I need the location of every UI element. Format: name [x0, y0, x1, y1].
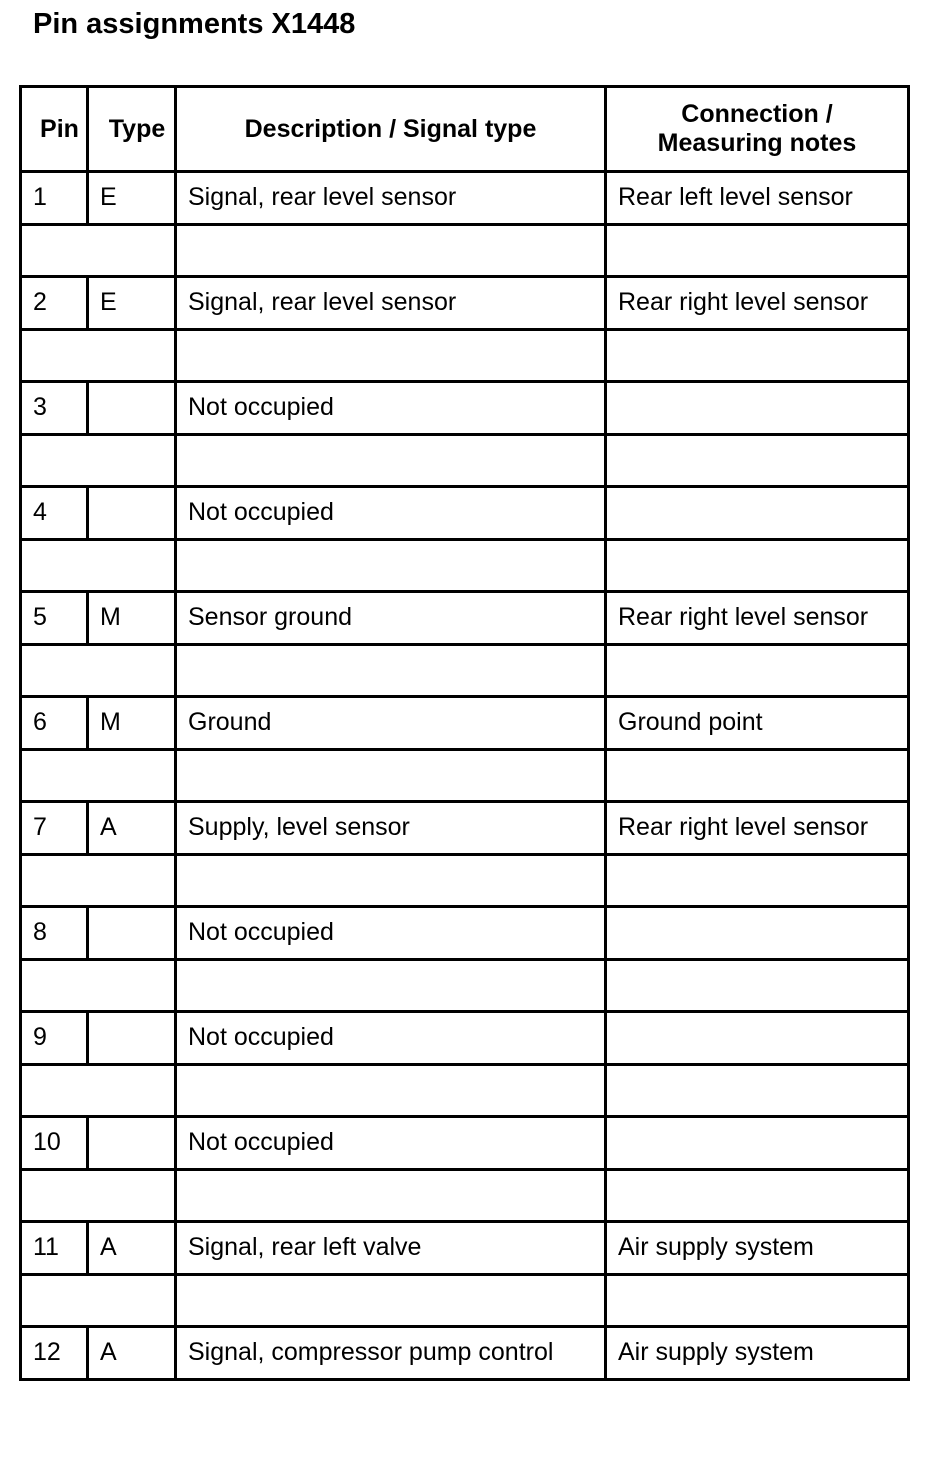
- table-row: [21, 802, 909, 855]
- cell-description: Signal, rear level sensor: [176, 172, 606, 225]
- cell-description: Not occupied: [176, 1012, 606, 1065]
- spacer-cell-description: [176, 959, 606, 1012]
- spacer-cell-pin-type: [21, 1064, 176, 1117]
- spacer-cell-description: [176, 434, 606, 487]
- spacer-cell-connection: [606, 329, 909, 382]
- spacer-cell-connection: [606, 224, 909, 277]
- table-row: [21, 697, 909, 750]
- cell-description: Not occupied: [176, 382, 606, 435]
- cell-type: [88, 1117, 176, 1170]
- cell-type: M: [88, 592, 176, 645]
- spacer-cell-pin-type: [21, 434, 176, 487]
- header-description: Description / Signal type: [176, 87, 606, 172]
- spacer-cell-description: [176, 539, 606, 592]
- cell-description: Ground: [176, 697, 606, 750]
- cell-pin: 5: [21, 592, 88, 645]
- cell-type: A: [88, 1327, 176, 1380]
- cell-description: Not occupied: [176, 1117, 606, 1170]
- spacer-cell-connection: [606, 749, 909, 802]
- cell-type: [88, 907, 176, 960]
- table-spacer-row: [21, 434, 909, 487]
- cell-connection: [606, 1012, 909, 1065]
- spacer-cell-connection: [606, 434, 909, 487]
- table-row: [21, 487, 909, 540]
- cell-connection: [606, 487, 909, 540]
- cell-type: A: [88, 802, 176, 855]
- header-type: Type: [88, 87, 176, 172]
- header-pin: Pin: [21, 87, 88, 172]
- cell-type: E: [88, 172, 176, 225]
- table-spacer-row: [21, 329, 909, 382]
- cell-pin: 12: [21, 1327, 88, 1380]
- spacer-cell-connection: [606, 959, 909, 1012]
- cell-type: M: [88, 697, 176, 750]
- page-title: Pin assignments X1448: [33, 8, 356, 40]
- table-spacer-row: [21, 1169, 909, 1222]
- table-row: [21, 172, 909, 225]
- cell-connection: Air supply system: [606, 1327, 909, 1380]
- spacer-cell-pin-type: [21, 1274, 176, 1327]
- spacer-cell-pin-type: [21, 644, 176, 697]
- table-row: [21, 592, 909, 645]
- spacer-cell-description: [176, 1169, 606, 1222]
- spacer-cell-connection: [606, 1274, 909, 1327]
- cell-pin: 2: [21, 277, 88, 330]
- table-row: [21, 1222, 909, 1275]
- cell-description: Not occupied: [176, 907, 606, 960]
- spacer-cell-pin-type: [21, 959, 176, 1012]
- cell-type: [88, 382, 176, 435]
- cell-pin: 6: [21, 697, 88, 750]
- table-row: [21, 1327, 909, 1380]
- cell-connection: Rear right level sensor: [606, 277, 909, 330]
- cell-connection: [606, 907, 909, 960]
- header-connection-line2: Measuring notes: [657, 129, 857, 157]
- cell-type: A: [88, 1222, 176, 1275]
- spacer-cell-connection: [606, 1064, 909, 1117]
- table-row: [21, 907, 909, 960]
- spacer-cell-connection: [606, 539, 909, 592]
- table-header-row: [21, 87, 909, 172]
- cell-description: Signal, rear level sensor: [176, 277, 606, 330]
- spacer-cell-description: [176, 854, 606, 907]
- cell-description: Sensor ground: [176, 592, 606, 645]
- cell-pin: 8: [21, 907, 88, 960]
- pin-assignment-table: [19, 85, 910, 1381]
- spacer-cell-pin-type: [21, 539, 176, 592]
- cell-connection: [606, 382, 909, 435]
- table-row: [21, 1012, 909, 1065]
- cell-connection: Rear right level sensor: [606, 592, 909, 645]
- table-row: [21, 382, 909, 435]
- table-spacer-row: [21, 749, 909, 802]
- spacer-cell-pin-type: [21, 854, 176, 907]
- cell-description: Signal, rear left valve: [176, 1222, 606, 1275]
- cell-connection: Ground point: [606, 697, 909, 750]
- cell-description: Supply, level sensor: [176, 802, 606, 855]
- spacer-cell-pin-type: [21, 224, 176, 277]
- spacer-cell-description: [176, 644, 606, 697]
- spacer-cell-description: [176, 1274, 606, 1327]
- table-spacer-row: [21, 539, 909, 592]
- spacer-cell-description: [176, 1064, 606, 1117]
- spacer-cell-description: [176, 224, 606, 277]
- table-spacer-row: [21, 959, 909, 1012]
- header-connection: [606, 87, 909, 172]
- cell-type: [88, 487, 176, 540]
- table-row: [21, 277, 909, 330]
- cell-pin: 4: [21, 487, 88, 540]
- cell-pin: 1: [21, 172, 88, 225]
- cell-pin: 3: [21, 382, 88, 435]
- spacer-cell-connection: [606, 854, 909, 907]
- spacer-cell-connection: [606, 1169, 909, 1222]
- table-body: [21, 172, 909, 1380]
- spacer-cell-pin-type: [21, 329, 176, 382]
- cell-description: Not occupied: [176, 487, 606, 540]
- table-row: [21, 1117, 909, 1170]
- cell-pin: 11: [21, 1222, 88, 1275]
- spacer-cell-description: [176, 749, 606, 802]
- cell-connection: Air supply system: [606, 1222, 909, 1275]
- cell-connection: Rear left level sensor: [606, 172, 909, 225]
- cell-connection: [606, 1117, 909, 1170]
- cell-pin: 7: [21, 802, 88, 855]
- spacer-cell-connection: [606, 644, 909, 697]
- table-spacer-row: [21, 644, 909, 697]
- spacer-cell-description: [176, 329, 606, 382]
- cell-pin: 9: [21, 1012, 88, 1065]
- spacer-cell-pin-type: [21, 1169, 176, 1222]
- spacer-cell-pin-type: [21, 749, 176, 802]
- cell-connection: Rear right level sensor: [606, 802, 909, 855]
- table-spacer-row: [21, 224, 909, 277]
- header-connection-line1: Connection /: [681, 100, 833, 128]
- cell-type: E: [88, 277, 176, 330]
- table-spacer-row: [21, 1274, 909, 1327]
- cell-description: Signal, compressor pump control: [176, 1327, 606, 1380]
- table-spacer-row: [21, 1064, 909, 1117]
- table-spacer-row: [21, 854, 909, 907]
- cell-type: [88, 1012, 176, 1065]
- cell-pin: 10: [21, 1117, 88, 1170]
